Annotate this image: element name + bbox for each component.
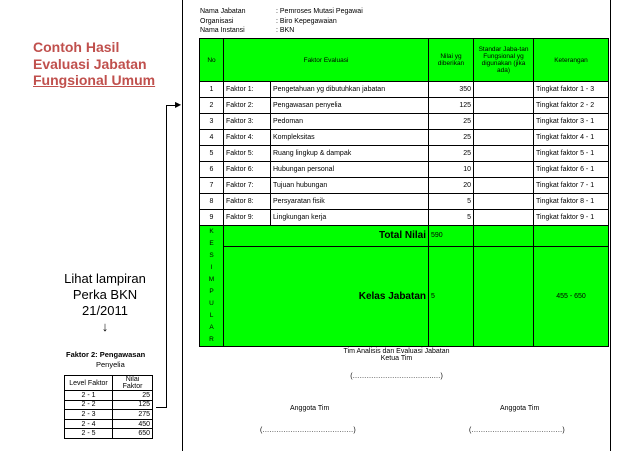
table-row <box>200 114 609 130</box>
ketua-dots: (……………………………..…) <box>350 373 443 380</box>
kesimpulan-letter: I <box>210 264 213 271</box>
meta-value: : Pemroses Mutasi Pegawai <box>276 8 363 15</box>
ref-header-level: Level Faktor <box>65 376 113 391</box>
cell-no: 2 <box>200 98 224 114</box>
kelas-value: 5 <box>429 246 474 346</box>
connector-bottom <box>156 407 167 408</box>
cell-no: 9 <box>200 210 224 226</box>
table-row <box>200 162 609 178</box>
ref-header-nilai: Nilai Faktor <box>113 376 153 391</box>
cell-ket: Tingkat faktor 4 - 1 <box>534 130 609 146</box>
cell-standar <box>474 162 534 178</box>
ref-value: 450 <box>113 419 153 429</box>
ref-level: 2 - 5 <box>65 429 113 439</box>
cell-d: Tujuan hubungan <box>271 178 429 194</box>
ref-row <box>65 391 153 401</box>
header-nilai: Nilai yg diberikan <box>429 39 474 82</box>
anggota-1-dots: (…………………………………) <box>260 427 356 434</box>
header-keterangan: Keterangan <box>534 39 609 82</box>
meta-value: : Biro Kepegawaian <box>276 17 337 25</box>
cell-f: Faktor 8: <box>224 194 271 210</box>
total-label: Total Nilai <box>224 226 429 247</box>
ref-row <box>65 429 153 439</box>
cell-standar <box>474 178 534 194</box>
title-line-3: Fungsional Umum <box>33 72 156 88</box>
cell-ket: Tingkat faktor 2 - 2 <box>534 98 609 114</box>
ketua-label: Ketua Tim <box>380 355 413 362</box>
cell-d: Pedoman <box>271 114 429 130</box>
kesimpulan-vertical <box>200 226 224 347</box>
lampiran-line-3: 21/2011 <box>81 303 129 318</box>
cell-f: Faktor 1: <box>224 82 271 98</box>
lampiran-line-1: Lihat lampiran <box>64 271 146 286</box>
ref-row <box>65 419 153 429</box>
cell-n: 5 <box>429 210 474 226</box>
reference-table <box>64 375 153 439</box>
ref-row <box>65 400 153 410</box>
anggota-1: Anggota Tim <box>290 405 330 412</box>
evaluation-document <box>182 0 611 451</box>
faktor-label: Faktor 2: Pengawasan <box>66 350 146 359</box>
cell-standar <box>474 130 534 146</box>
ref-row <box>65 410 153 420</box>
kelas-range: 455 - 650 <box>534 246 609 346</box>
ref-level: 2 - 3 <box>65 410 113 420</box>
lampiran-line-2: Perka BKN <box>72 287 138 302</box>
arrow-right-icon: ▶ <box>175 100 182 109</box>
cell-ket: Tingkat faktor 8 - 1 <box>534 194 609 210</box>
kelas-label: Kelas Jabatan <box>224 246 429 346</box>
ref-level: 2 - 2 <box>65 400 113 410</box>
kesimpulan-letter: E <box>209 240 214 247</box>
cell-standar <box>474 114 534 130</box>
table-row <box>200 130 609 146</box>
ref-level: 2 - 1 <box>65 391 113 401</box>
cell-f: Faktor 2: <box>224 98 271 114</box>
cell-f: Faktor 7: <box>224 178 271 194</box>
slide-title <box>33 39 155 89</box>
cell-d: Persyaratan fisik <box>271 194 429 210</box>
cell-d: Pengawasan penyelia <box>271 98 429 114</box>
cell-d: Kompleksitas <box>271 130 429 146</box>
meta-key: Organisasi <box>200 17 234 25</box>
table-row <box>200 82 609 98</box>
cell-n: 20 <box>429 178 474 194</box>
cell-standar <box>474 98 534 114</box>
total-value: 590 <box>429 226 474 247</box>
meta-value: : BKN <box>276 27 295 35</box>
cell-n: 350 <box>429 82 474 98</box>
cell-ket: Tingkat faktor 6 - 1 <box>534 162 609 178</box>
table-row <box>200 146 609 162</box>
kesimpulan-letter: M <box>208 276 215 283</box>
table-row <box>200 178 609 194</box>
kesimpulan-letter: K <box>209 228 214 235</box>
cell-d: Ruang lingkup & dampak <box>271 146 429 162</box>
ref-value: 650 <box>113 429 153 439</box>
header-no: No <box>200 39 224 82</box>
cell-ket: Tingkat faktor 1 - 3 <box>534 82 609 98</box>
cell-no: 4 <box>200 130 224 146</box>
cell-n: 25 <box>429 146 474 162</box>
kesimpulan-letter: L <box>209 312 214 319</box>
cell-f: Faktor 3: <box>224 114 271 130</box>
cell-no: 8 <box>200 194 224 210</box>
lampiran-note <box>55 271 155 335</box>
table-row <box>200 210 609 226</box>
cell-no: 3 <box>200 114 224 130</box>
signature-block <box>182 348 611 380</box>
meta-key: Nama Instansi <box>200 27 245 35</box>
cell-n: 5 <box>429 194 474 210</box>
cell-f: Faktor 6: <box>224 162 271 178</box>
cell-no: 1 <box>200 82 224 98</box>
table-row <box>200 98 609 114</box>
cell-d: Lingkungan kerja <box>271 210 429 226</box>
header-faktor: Faktor Evaluasi <box>224 39 429 82</box>
cell-no: 7 <box>200 178 224 194</box>
cell-f: Faktor 4: <box>224 130 271 146</box>
title-line-1: Contoh Hasil <box>33 39 120 55</box>
ref-level: 2 - 4 <box>65 419 113 429</box>
table-row <box>200 194 609 210</box>
anggota-2-dots: (…………………………………) <box>469 427 565 434</box>
cell-standar <box>474 210 534 226</box>
cell-standar <box>474 146 534 162</box>
document-meta <box>200 7 363 36</box>
cell-n: 125 <box>429 98 474 114</box>
cell-n: 25 <box>429 114 474 130</box>
meta-key: Nama Jabatan <box>200 8 246 15</box>
cell-no: 6 <box>200 162 224 178</box>
ref-value: 125 <box>113 400 153 410</box>
kesimpulan-letter: U <box>209 300 214 307</box>
cell-n: 25 <box>429 130 474 146</box>
cell-no: 5 <box>200 146 224 162</box>
small-table-title <box>66 350 145 370</box>
cell-n: 10 <box>429 162 474 178</box>
anggota-2: Anggota Tim <box>500 405 540 412</box>
cell-ket: Tingkat faktor 5 - 1 <box>534 146 609 162</box>
cell-ket: Tingkat faktor 7 - 1 <box>534 178 609 194</box>
kesimpulan-letter: A <box>209 324 214 331</box>
evaluation-table <box>199 38 609 347</box>
tim-title: Tim Analisis dan Evaluasi Jabatan <box>343 348 450 355</box>
faktor-sub: Penyelia <box>96 360 125 369</box>
ref-value: 275 <box>113 410 153 420</box>
kesimpulan-letter: S <box>209 252 214 259</box>
ref-value: 25 <box>113 391 153 401</box>
cell-f: Faktor 5: <box>224 146 271 162</box>
cell-standar <box>474 194 534 210</box>
cell-ket: Tingkat faktor 3 - 1 <box>534 114 609 130</box>
cell-standar <box>474 82 534 98</box>
down-arrow-icon: ↓ <box>101 319 109 334</box>
cell-f: Faktor 9: <box>224 210 271 226</box>
header-standar: Standar Jaba-tan Fungsional yg digunakan (jika ada) <box>474 39 534 82</box>
kesimpulan-letter: P <box>209 288 214 295</box>
cell-ket: Tingkat faktor 9 - 1 <box>534 210 609 226</box>
title-line-2: Evaluasi Jabatan <box>33 55 147 72</box>
connector-line <box>166 105 167 408</box>
cell-d: Hubungan personal <box>271 162 429 178</box>
kesimpulan-letter: R <box>209 336 214 343</box>
cell-d: Pengetahuan yg dibutuhkan jabatan <box>271 82 429 98</box>
